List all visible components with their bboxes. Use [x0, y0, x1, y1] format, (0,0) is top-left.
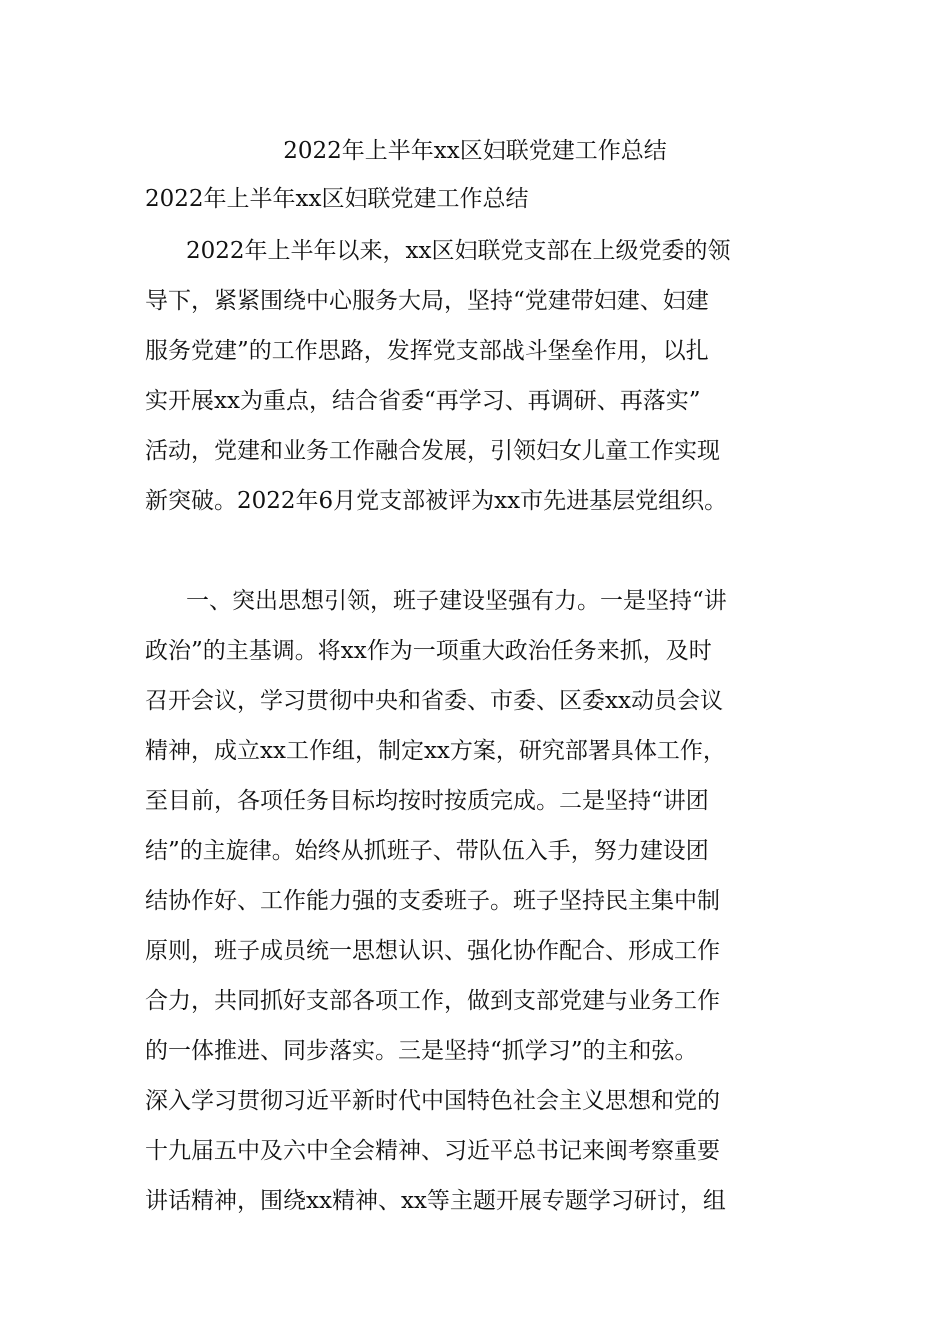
paragraph-2-line: 合力，共同抓好支部各项工作，做到支部党建与业务工作: [145, 988, 720, 1014]
paragraph-1-line: 服务党建”的工作思路，发挥党支部战斗堡垒作用，以扎: [145, 338, 709, 364]
paragraph-2-line: 一、突出思想引领，班子建设坚强有力。一是坚持“讲: [186, 588, 727, 614]
paragraph-1-line: 新突破。2022年6月党支部被评为xx市先进基层党组织。: [145, 488, 728, 514]
document-title: 2022年上半年xx区妇联党建工作总结: [283, 138, 667, 164]
paragraph-2-line: 的一体推进、同步落实。三是坚持“抓学习”的主和弦。: [145, 1038, 698, 1064]
paragraph-2-line: 精神，成立xx工作组，制定xx方案，研究部署具体工作，: [145, 738, 726, 764]
paragraph-2-line: 政治”的主基调。将xx作为一项重大政治任务来抓，及时: [145, 638, 712, 664]
paragraph-2-line: 讲话精神，围绕xx精神、xx等主题开展专题学习研讨，组: [145, 1188, 726, 1214]
paragraph-1-line: 活动，党建和业务工作融合发展，引领妇女儿童工作实现: [145, 438, 720, 464]
paragraph-2-line: 结协作好、工作能力强的支委班子。班子坚持民主集中制: [145, 888, 720, 914]
paragraph-1-line: 2022年上半年以来，xx区妇联党支部在上级党委的领: [186, 238, 731, 264]
document-subtitle: 2022年上半年xx区妇联党建工作总结: [145, 186, 529, 212]
paragraph-1-line: 实开展xx为重点，结合省委“再学习、再调研、再落实”: [145, 388, 701, 414]
paragraph-2-line: 十九届五中及六中全会精神、习近平总书记来闽考察重要: [145, 1138, 720, 1164]
paragraph-2-line: 至目前，各项任务目标均按时按质完成。二是坚持“讲团: [145, 788, 709, 814]
paragraph-2-line: 结”的主旋律。始终从抓班子、带队伍入手，努力建设团: [145, 838, 709, 864]
paragraph-1-line: 导下，紧紧围绕中心服务大局，坚持“党建带妇建、妇建: [145, 288, 709, 314]
paragraph-2-line: 原则，班子成员统一思想认识、强化协作配合、形成工作: [145, 938, 720, 964]
paragraph-2-line: 召开会议，学习贯彻中央和省委、市委、区委xx动员会议: [145, 688, 723, 714]
paragraph-2-line: 深入学习贯彻习近平新时代中国特色社会主义思想和党的: [145, 1088, 720, 1114]
